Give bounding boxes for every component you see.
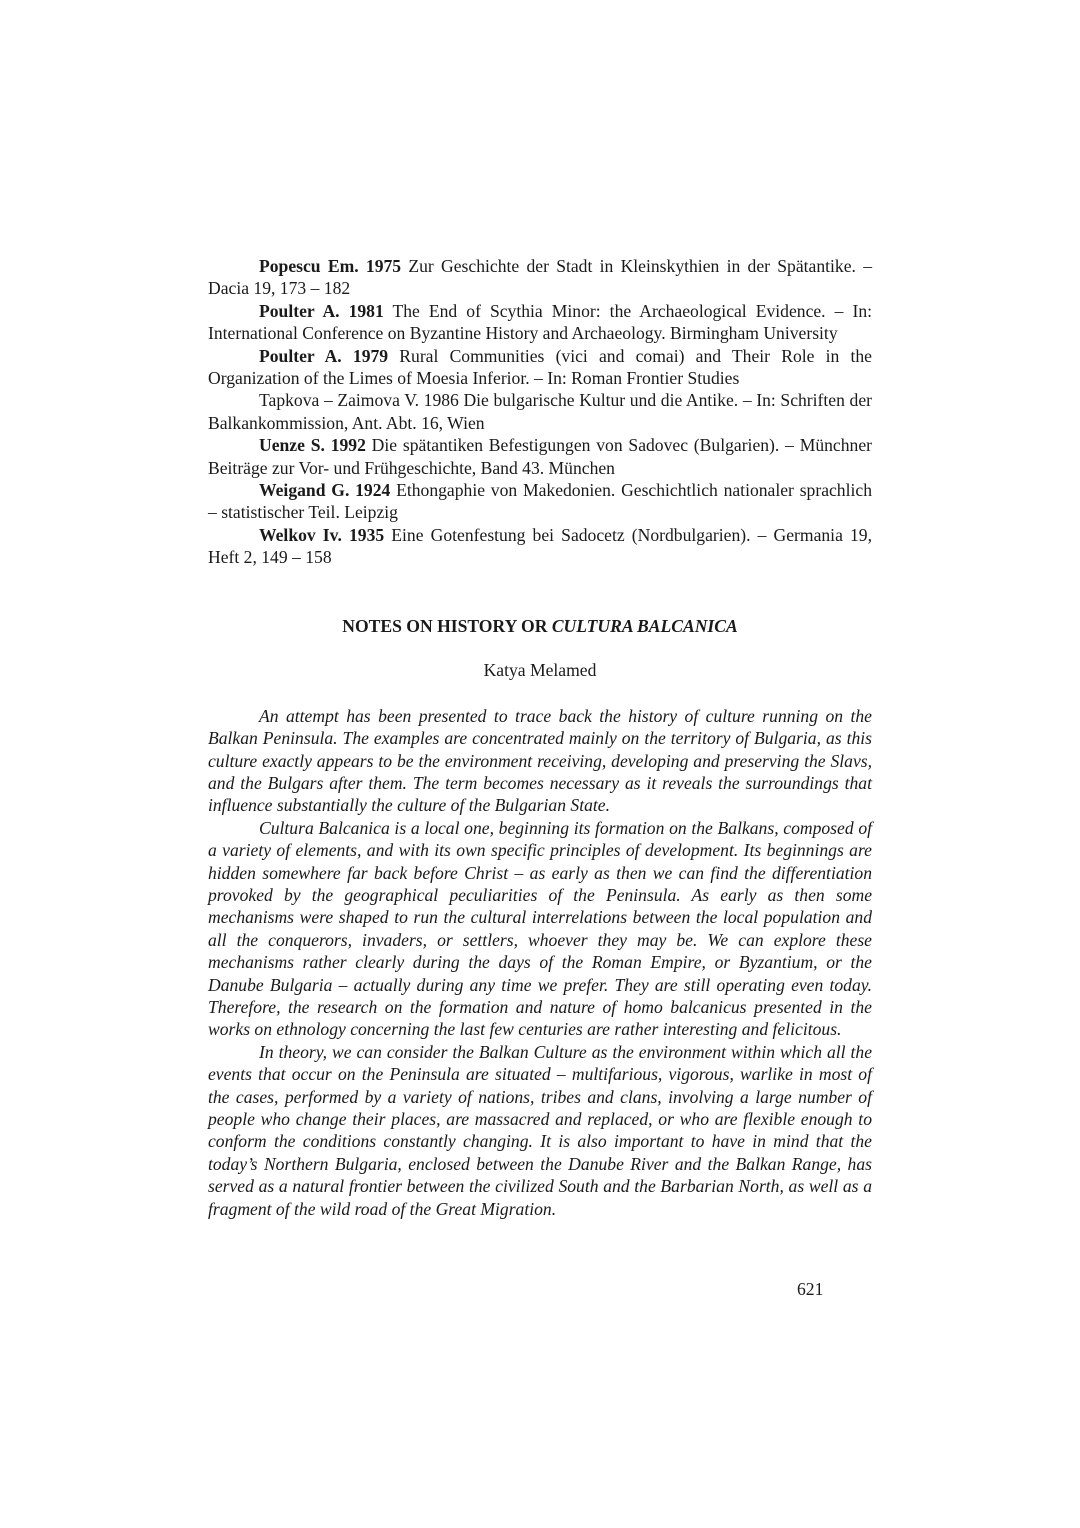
reference-item xyxy=(208,524,872,569)
reference-list xyxy=(208,255,872,569)
reference-text: Tapkova – Zaimova V. 1986 Die bulgarische Kultur und die Antike. – In: Schriften der Balkankommission, Ant. Abt. 16, Wien xyxy=(208,390,872,433)
reference-author: Poulter A. 1981 xyxy=(259,300,384,321)
reference-item xyxy=(208,389,872,434)
abstract xyxy=(208,705,872,1220)
reference-author: Weigand G. 1924 xyxy=(259,480,391,501)
abstract-paragraph: Cultura Balcanica is a local one, beginning its formation on the Balkans, composed of a variety of elements, and with its own specific principles of development. Its beginnings are hidden somewhere far back before Christ – as early as then we can find the differentiation provoked by the geographical peculiarities of the Peninsula. As early as then some mechanisms were shaped to run the cultural interrelations between the local population and all the conquerors, invaders, or settlers, whoever they may be. We can explore these mechanisms rather clearly during the days of the Roman Empire, or Byzantium, or the Danube Bulgaria – actually during any time we prefer. They are still operating even today. Therefore, the research on the formation and nature of homo balcanicus presented in the works on ethnology concerning the last few centuries are rather interesting and felicitous. xyxy=(208,817,872,1040)
reference-item xyxy=(208,255,872,300)
reference-text: Eine Gotenfestung bei Sadocetz (Nordbulgarien). – Germania 19, Heft 2, 149 – 158 xyxy=(208,524,872,568)
article-author: Katya Melamed xyxy=(483,659,597,680)
abstract-paragraph: In theory, we can consider the Balkan Culture as the environment within which all the events that occur on the Peninsula are situated – multifarious, vigorous, warlike in most of the cases, performed by a variety of nations, tribes and clans, involving a large number of people who change their places, are massacred and replaced, or who are flexible enough to conform the conditions constantly changing. It is also important to have in mind that the today’s Northern Bulgaria, enclosed between the Danube River and the Balkan Range, has served as a natural frontier between the civilized South and the Barbarian North, as well as a fragment of the wild road of the Great Migration. xyxy=(208,1041,872,1219)
article-title-plain: NOTES ON HISTORY OR xyxy=(342,615,552,636)
abstract-paragraph: An attempt has been presented to trace back the history of culture running on the Balkan Peninsula. The examples are concentrated mainly on the territory of Bulgaria, as this culture exactly appears to be the environment receiving, developing and preserving the Slavs, and the Bulgars after them. The term becomes necessary as it reveals the surroundings that influence substantially the culture of the Bulgarian State. xyxy=(208,705,872,816)
page-number: 621 xyxy=(797,1279,824,1299)
reference-item xyxy=(208,345,872,390)
page-content xyxy=(208,255,872,1220)
article-title xyxy=(208,615,872,637)
reference-text: Die spätantiken Befestigungen von Sadovec (Bulgarien). – Münchner Beiträge zur Vor- und Frühgeschichte, Band 43. München xyxy=(208,435,873,478)
reference-item xyxy=(208,434,872,479)
reference-text: The End of Scythia Minor: the Archaeological Evidence. – In: International Conference on Byzantine History and Archaeology. Birmingham University xyxy=(208,300,872,344)
reference-text: Ethongaphie von Makedonien. Geschichtlich nationaler sprachlich – statistischer Teil. Leipzig xyxy=(208,480,872,523)
reference-author: Popescu Em. 1975 xyxy=(259,256,402,276)
reference-text: Zur Geschichte der Stadt in Kleinskythien in der Spätantike. – Dacia 19, 173 – 182 xyxy=(208,256,872,299)
reference-author: Uenze S. 1992 xyxy=(259,435,366,456)
reference-item xyxy=(208,479,872,524)
reference-author: Welkov Iv. 1935 xyxy=(259,524,385,545)
reference-author: Poulter A. 1979 xyxy=(259,345,389,366)
article-title-italic: CULTURA BALCANICA xyxy=(551,615,738,636)
reference-item xyxy=(208,300,872,345)
reference-text: Rural Communities (vici and comai) and Their Role in the Organization of the Limes of Moesia Inferior. – In: Roman Frontier Studies xyxy=(208,345,872,389)
